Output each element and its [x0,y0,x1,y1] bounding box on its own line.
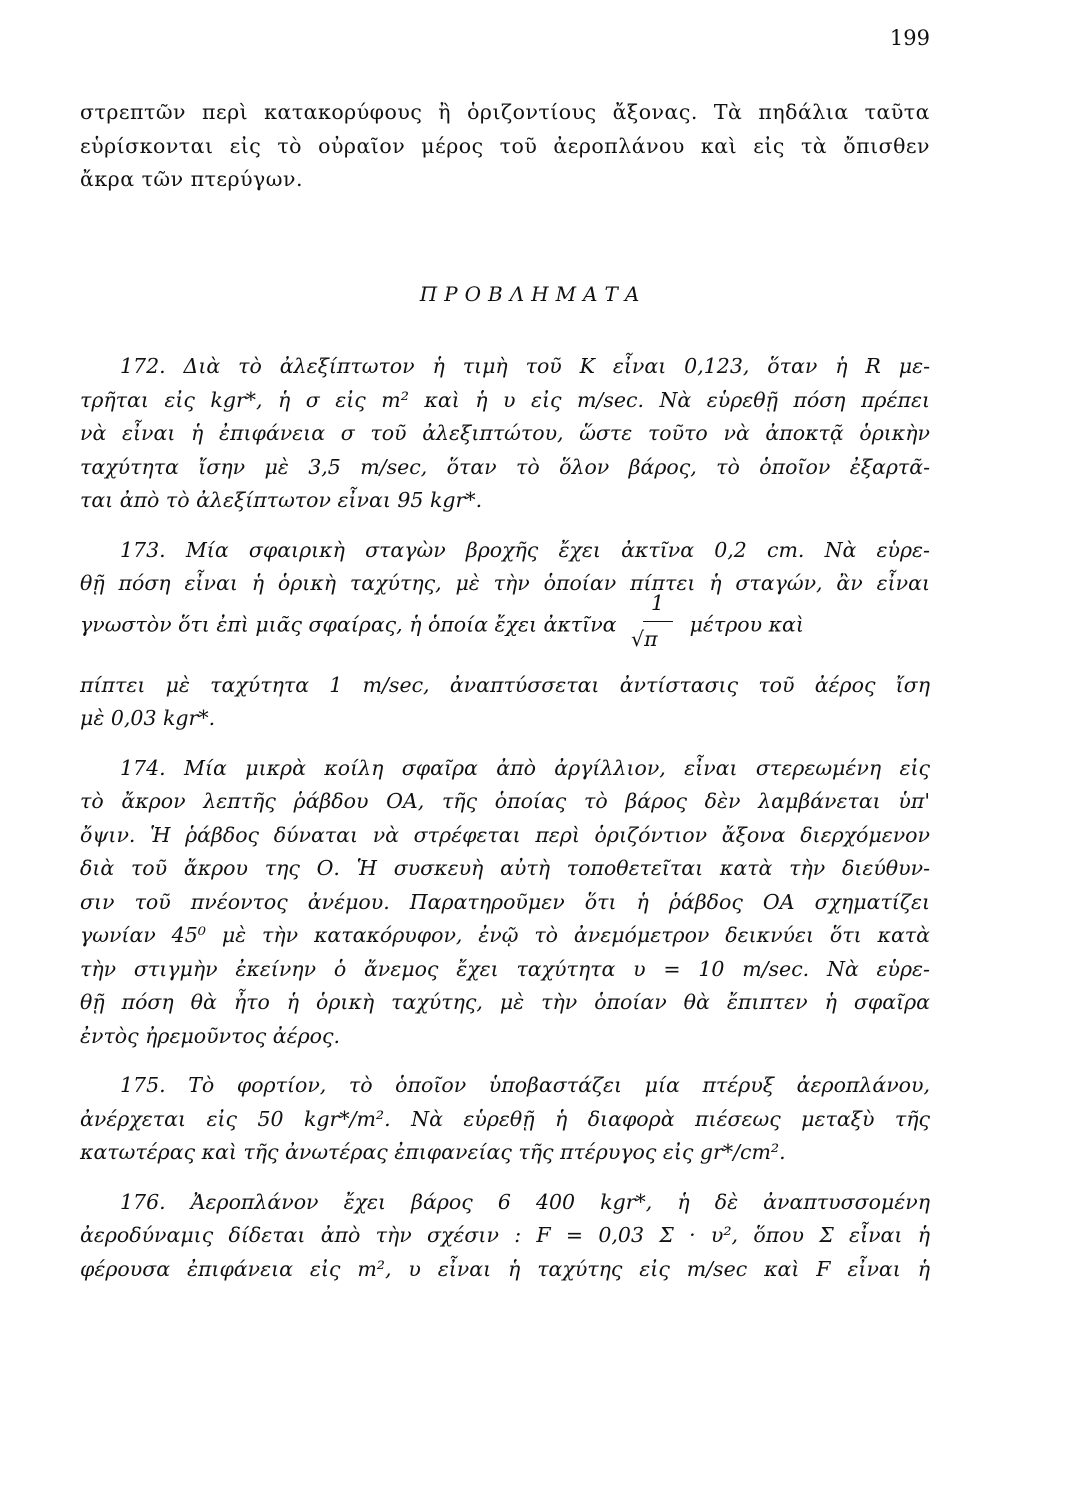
text-line: ται ἀπὸ τὸ ἀλεξίπτωτον εἶναι 95 kgr*. [80,488,483,512]
text-line: ἀνέρχεται εἰς 50 kgr*/m². Νὰ εὑρεθῇ ἡ διαφορὰ πιέσεως μεταξὺ τῆς [80,1106,930,1131]
text-line: 176. Ἀεροπλάνον ἔχει βάρος 6 400 kgr*, ἡ δὲ ἀναπτυσσομένη [120,1189,930,1214]
text-line: διὰ τοῦ ἄκρου της Ο. Ἡ συσκευὴ αὐτὴ τοποθετεῖται κατὰ τὴν διεύθυν- [80,856,930,880]
text-line: 174. Μία μικρὰ κοίλη σφαῖρα ἀπὸ ἀργίλλιον, εἶναι στερεωμένη εἰς [120,755,930,780]
text-line: κατωτέρας καὶ τῆς ἀνωτέρας ἐπιφανείας τῆς πτέρυγος εἰς gr*/cm². [80,1140,786,1164]
text-line: μὲ 0,03 kgr*. [80,706,216,730]
text-line: ἄκρα τῶν πτερύγων. [80,167,303,191]
text-line: νὰ εἶναι ἡ ἐπιφάνεια σ τοῦ ἀλεξιπτώτου, ὥστε τοῦτο νὰ ἀποκτᾷ ὁρικὴν [80,421,930,445]
text-line: στρεπτῶν περὶ κατακορύφους ἢ ὁριζοντίους ἄξονας. Τὰ πηδάλια ταῦτα [80,100,930,124]
text-line: ἀεροδύναμις δίδεται ἀπὸ τὴν σχέσιν : F = 0,03 Σ · υ², ὅπου Σ εἶναι ἡ [80,1223,930,1247]
text-line: 175. Τὸ φορτίον, τὸ ὁποῖον ὑποβαστάζει μία πτέρυξ ἀεροπλάνου, [120,1073,930,1097]
formula-line [80,590,930,669]
text-line: φέρουσα ἐπιφάνεια εἰς m², υ εἶναι ἡ ταχύτης εἰς m/sec καὶ F εἶναι ἡ [80,1256,930,1281]
text-line: τὸ ἄκρον λεπτῆς ῥάβδου ΟΑ, τῆς ὁποίας τὸ βάρος δὲν λαμβάνεται ὑπ' [80,789,930,813]
fraction [631,590,675,651]
text-line: γωνίαν 45⁰ μὲ τὴν κατακόρυφον, ἐνῷ τὸ ἀνεμόμετρον δεικνύει ὅτι κατὰ [80,923,930,947]
intro-paragraph [80,96,930,197]
text-line: ὄψιν. Ἡ ῥάβδος δύναται νὰ στρέφεται περὶ ὁριζόντιον ἄξονα διερχόμενον [80,822,930,847]
text-fragment: γνωστὸν ὅτι ἐπὶ μιᾶς σφαίρας, ἡ ὁποία ἔχει ἀκτῖνα [80,612,617,636]
problem-173 [80,534,930,736]
problem-172 [80,350,930,518]
text-line: ἐντὸς ἠρεμοῦντος ἀέρος. [80,1023,340,1048]
problem-174 [80,752,930,1054]
page-number: 199 [889,26,930,50]
fraction-numerator: 1 [651,590,665,615]
text-line: τρῆται εἰς kgr*, ἡ σ εἰς m² καὶ ἡ υ εἰς m/sec. Νὰ εὑρεθῇ πόση πρέπει [80,387,930,412]
text-fragment: μέτρου καὶ [689,612,804,636]
text-line: σιν τοῦ πνέοντος ἀνέμου. Παρατηροῦμεν ὅτι ἡ ῥάβδος ΟΑ σχηματίζει [80,889,930,914]
text-line: θῇ πόση εἶναι ἡ ὁρικὴ ταχύτης, μὲ τὴν ὁποίαν πίπτει ἡ σταγών, ἂν εἶναι [80,571,930,595]
text-line: θῇ πόση θὰ ἦτο ἡ ὁρικὴ ταχύτης, μὲ τὴν ὁποίαν θὰ ἔπιπτεν ἡ σφαῖρα [80,990,930,1014]
problem-176 [80,1186,930,1287]
section-heading: ΠΡΟΒΛΗΜΑΤΑ [419,282,647,306]
problem-175 [80,1069,930,1170]
text-line: εὑρίσκονται εἰς τὸ οὐραῖον μέρος τοῦ ἀεροπλάνου καὶ εἰς τὰ ὄπισθεν [80,133,930,158]
text-line: πίπτει μὲ ταχύτητα 1 m/sec, ἀναπτύσσεται ἀντίστασις τοῦ ἀέρος ἴση [80,672,930,697]
fraction-denominator: √π [631,626,658,651]
text-line: 172. Διὰ τὸ ἀλεξίπτωτον ἡ τιμὴ τοῦ K εἶναι 0,123, ὅταν ἡ R με- [120,354,930,378]
fraction-bar [643,621,673,622]
text-line: 173. Μία σφαιρικὴ σταγὼν βροχῆς ἔχει ἀκτῖνα 0,2 cm. Νὰ εὑρε- [120,537,930,562]
text-line: τὴν στιγμὴν ἐκείνην ὁ ἄνεμος ἔχει ταχύτητα υ = 10 m/sec. Νὰ εὑρε- [80,956,930,981]
text-line: ταχύτητα ἴσην μὲ 3,5 m/sec, ὅταν τὸ ὅλον βάρος, τὸ ὁποῖον ἐξαρτᾶ- [80,454,930,479]
problems-section [80,350,930,1286]
